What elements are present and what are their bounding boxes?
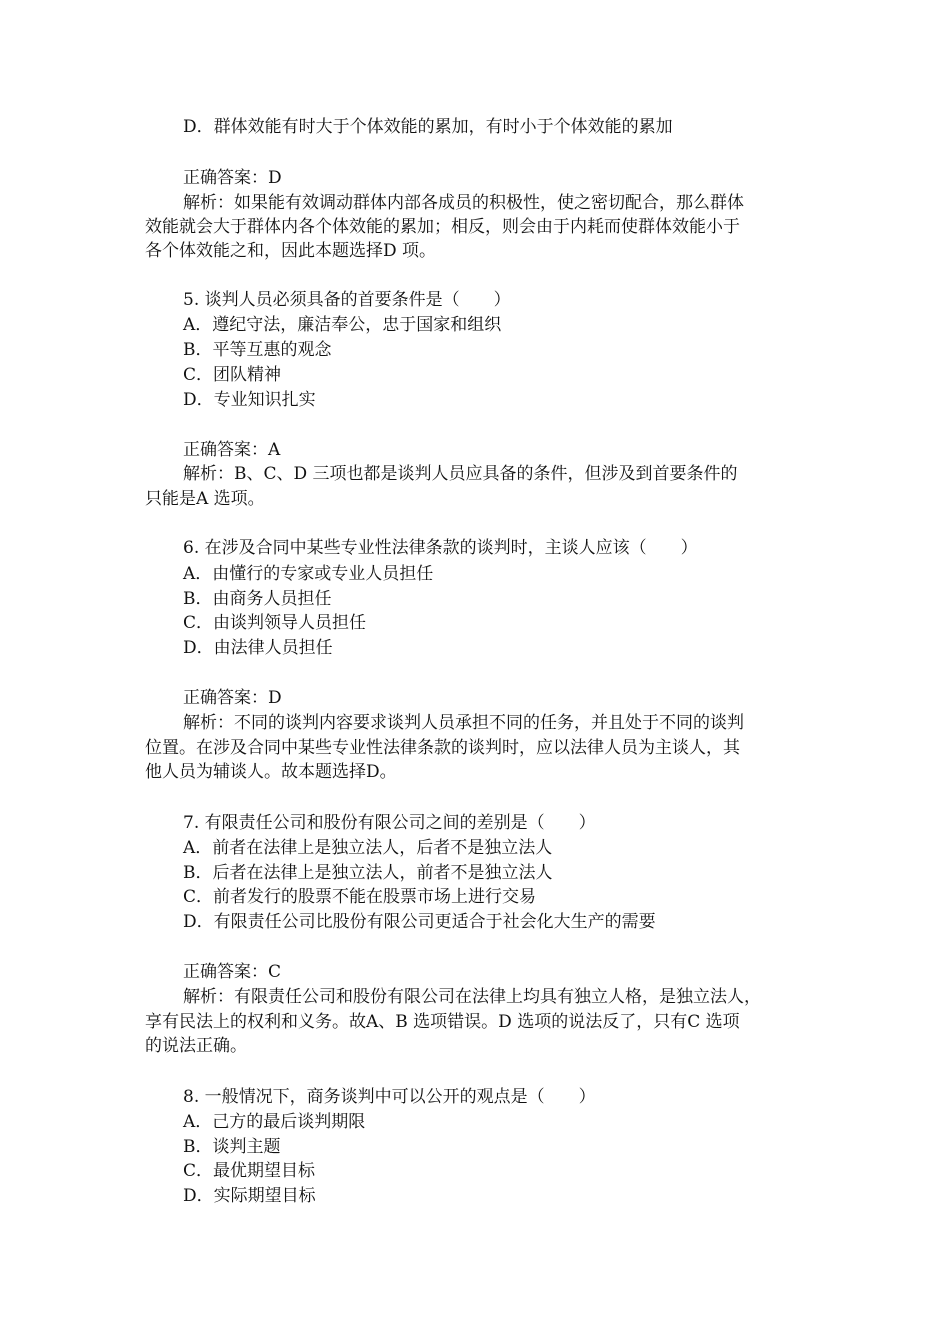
q8-option-a: A．己方的最后谈判期限: [183, 1112, 366, 1132]
q6-option-c: C．由谈判领导人员担任: [183, 613, 367, 633]
q8-option-b: B．谈判主题: [183, 1137, 281, 1157]
q5-option-c: C．团队精神: [183, 365, 282, 385]
q4-explanation-line-1: 解析：如果能有效调动群体内部各成员的积极性，使之密切配合，那么群体: [183, 193, 744, 213]
q5-explanation-line-2: 只能是A 选项。: [145, 489, 265, 509]
q7-answer: 正确答案：C: [183, 962, 282, 982]
q7-explanation-line-1: 解析：有限责任公司和股份有限公司在法律上均具有独立人格，是独立法人，: [183, 987, 761, 1007]
q5-option-d: D．专业知识扎实: [183, 390, 316, 410]
q6-explanation-line-3: 他人员为辅谈人。故本题选择D。: [145, 762, 397, 782]
q6-answer: 正确答案：D: [183, 688, 282, 708]
q6-option-b: B．由商务人员担任: [183, 589, 332, 609]
q5-option-a: A．遵纪守法，廉洁奉公，忠于国家和组织: [183, 315, 502, 335]
q7-option-c: C．前者发行的股票不能在股票市场上进行交易: [183, 887, 537, 907]
q6-explanation-line-1: 解析：不同的谈判内容要求谈判人员承担不同的任务，并且处于不同的谈判: [183, 713, 744, 733]
q6-option-d: D．由法律人员担任: [183, 638, 333, 658]
q7-explanation-line-2: 享有民法上的权利和义务。故A、B 选项错误。D 选项的说法反了，只有C 选项: [145, 1012, 740, 1032]
q8-option-c: C．最优期望目标: [183, 1161, 316, 1181]
q6-stem: 6. 在涉及合同中某些专业性法律条款的谈判时，主谈人应该（ ）: [183, 538, 698, 558]
q4-explanation-line-2: 效能就会大于群体内各个体效能的累加；相反，则会由于内耗而使群体效能小于: [145, 217, 740, 237]
q8-option-d: D．实际期望目标: [183, 1186, 316, 1206]
q5-answer: 正确答案：A: [183, 440, 281, 460]
q7-option-b: B．后者在法律上是独立法人，前者不是独立法人: [183, 863, 553, 883]
q7-explanation-line-3: 的说法正确。: [145, 1036, 247, 1056]
q7-option-d: D．有限责任公司比股份有限公司更适合于社会化大生产的需要: [183, 912, 656, 932]
q5-option-b: B．平等互惠的观念: [183, 340, 332, 360]
q4-explanation-line-3: 各个体效能之和，因此本题选择D 项。: [145, 241, 437, 261]
q5-explanation-line-1: 解析：B、C、D 三项也都是谈判人员应具备的条件，但涉及到首要条件的: [183, 464, 738, 484]
q7-stem: 7. 有限责任公司和股份有限公司之间的差别是（ ）: [183, 813, 596, 833]
q8-stem: 8. 一般情况下，商务谈判中可以公开的观点是（ ）: [183, 1087, 596, 1107]
q4-option-d: D．群体效能有时大于个体效能的累加，有时小于个体效能的累加: [183, 117, 673, 137]
q6-explanation-line-2: 位置。在涉及合同中某些专业性法律条款的谈判时，应以法律人员为主谈人，其: [145, 738, 740, 758]
q7-option-a: A．前者在法律上是独立法人，后者不是独立法人: [183, 838, 553, 858]
q4-answer: 正确答案：D: [183, 168, 282, 188]
q6-option-a: A．由懂行的专家或专业人员担任: [183, 564, 434, 584]
q5-stem: 5. 谈判人员必须具备的首要条件是（ ）: [183, 290, 511, 310]
